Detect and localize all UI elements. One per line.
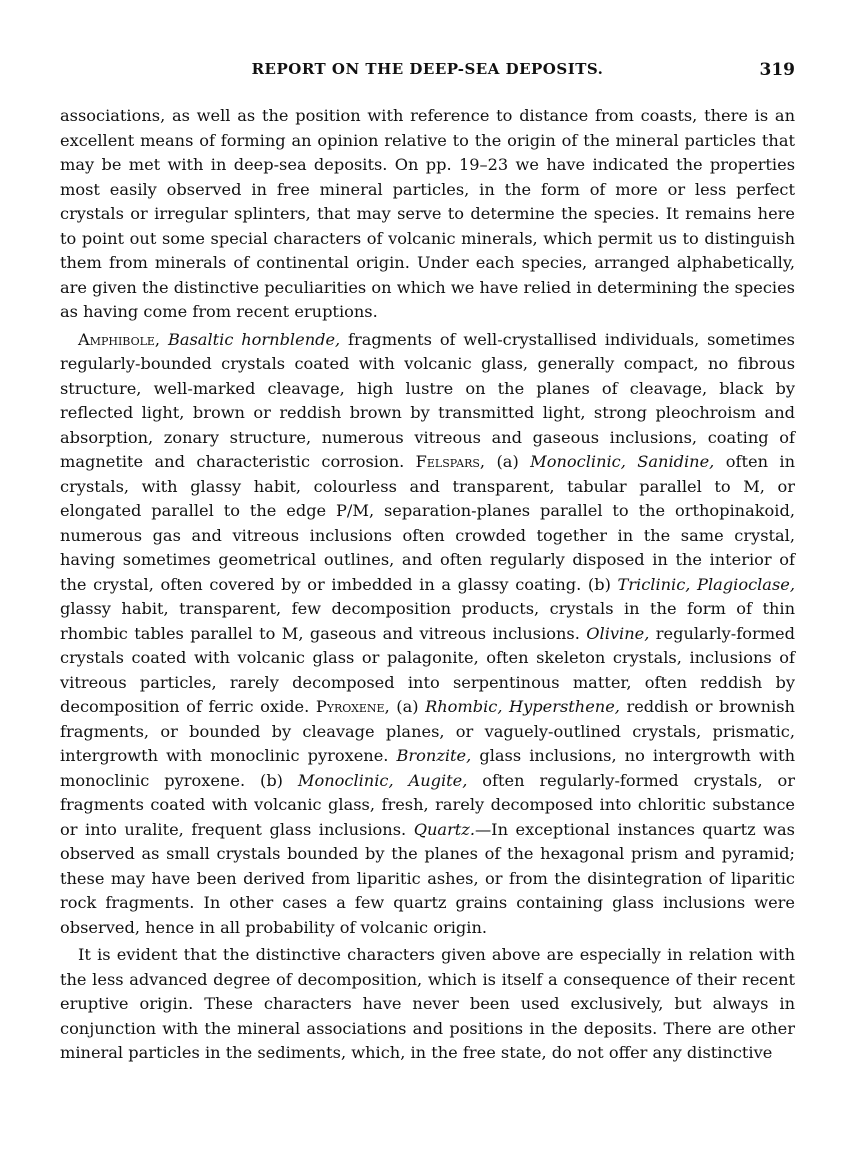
conclusion-paragraph: It is evident that the distinctive characters given above are especially in relation with the less advanced degree of decomposition, which is itself a consequence of their recent eruptive origin. These characters have never been used exclusively, but always in conjunction with the mineral associations and positions in the deposits. There are other mineral particles in the sediments, which, in the free state, do not offer any distinctive <box>60 945 795 1062</box>
amphibole-heading: Amphibole, <box>78 329 161 349</box>
olivine-heading: Olivine, <box>586 623 650 643</box>
felspars-a-description: often in crystals, with glassy habit, colourless and transparent, tabular parallel to M, or elongated parallel to the edge P/M, separation-planes parallel to the orthopinakoid, numerous gas and vitreous inclusions often crowded together in the same crystal, having sometimes geometrical outlines, and often regularly disposed in the interior of the crystal, often covered by or imbedded in a glassy coating. <box>60 452 795 594</box>
amphibole-variety: Basaltic hornblende, <box>167 329 341 349</box>
pyroxene-b-class: Monoclinic, Augite, <box>297 770 468 790</box>
pyroxene-heading: Pyroxene, <box>315 697 390 716</box>
minerals-paragraph <box>60 328 795 941</box>
felspars-b-label: (b) <box>587 574 618 594</box>
felspars-heading: Felspars, <box>415 452 486 471</box>
felspars-a-class: Monoclinic, Sanidine, <box>530 452 715 471</box>
felspars-b-class: Triclinic, Plagioclase, <box>617 574 795 594</box>
page-number: 319 <box>759 60 795 80</box>
olivine-description: regularly-formed crystals coated with volcanic glass or palagonite, often skeleton crystals, inclusions of vitreous particles, rarely decomposed into serpentinous matter, often reddish by decomposition of ferric oxide. <box>60 623 795 716</box>
intro-paragraph: associations, as well as the position with reference to distance from coasts, there is an excellent means of forming an opinion relative to the origin of the mineral particles that may be met with in deep-sea deposits. On pp. 19–23 we have indicated the properties most easily observed in free mineral particles, in the form of more or less perfect crystals or irregular splinters, that may serve to determine the species. It remains here to point out some special characters of volcanic minerals, which permit us to distinguish them from minerals of continental origin. Under each species, arranged alphabetically, are given the distinctive peculiarities on which we have relied in determining the species as having come from recent eruptions. <box>60 106 795 321</box>
pyroxene-a-label: (a) <box>389 697 426 716</box>
body-text <box>60 104 795 1066</box>
quartz-description: —In exceptional instances quartz was observed as small crystals bounded by the planes of the hexagonal prism and pyramid; these may have been derived from liparitic ashes, or from the disintegration of liparitic rock fragments. In other cases a few quartz grains containing glass inclusions were observed, hence in all probability of volcanic origin. <box>60 819 795 937</box>
pyroxene-a-description: reddish or brownish fragments, or bounded by cleavage planes, or vaguely-outlined crystals, prismatic, intergrowth with monoclinic pyroxene. <box>60 697 795 765</box>
felspars-b-description: glassy habit, transparent, few decomposition products, crystals in the form of thin rhombic tables parallel to M, gaseous and vitreous inclusions. <box>60 599 795 643</box>
quartz-heading: Quartz. <box>413 819 475 839</box>
bronzite-description: glass inclusions, no intergrowth with monoclinic pyroxene. <box>60 746 795 790</box>
running-head: REPORT ON THE DEEP-SEA DEPOSITS. <box>251 60 604 78</box>
bronzite-heading: Bronzite, <box>396 746 472 765</box>
pyroxene-b-description: often regularly-formed crystals, or fragments coated with volcanic glass, fresh, rarely decomposed into chloritic substance or into uralite, frequent glass inclusions. <box>60 770 795 839</box>
felspars-a-label: (a) <box>485 452 531 471</box>
page-header <box>60 60 795 86</box>
pyroxene-b-label: (b) <box>260 770 298 790</box>
pyroxene-a-class: Rhombic, Hypersthene, <box>425 697 620 716</box>
amphibole-description: fragments of well-crystallised individuals, sometimes regularly-bounded crystals coated with volcanic glass, generally compact, no fibrous structure, well-marked cleavage, high lustre on the planes of cleavage, black by reflected light, brown or reddish brown by transmitted light, strong pleochroism and absorption, zonary structure, numerous vitreous and gaseous inclusions, coating of magnetite and characteristic corrosion. <box>60 329 795 471</box>
